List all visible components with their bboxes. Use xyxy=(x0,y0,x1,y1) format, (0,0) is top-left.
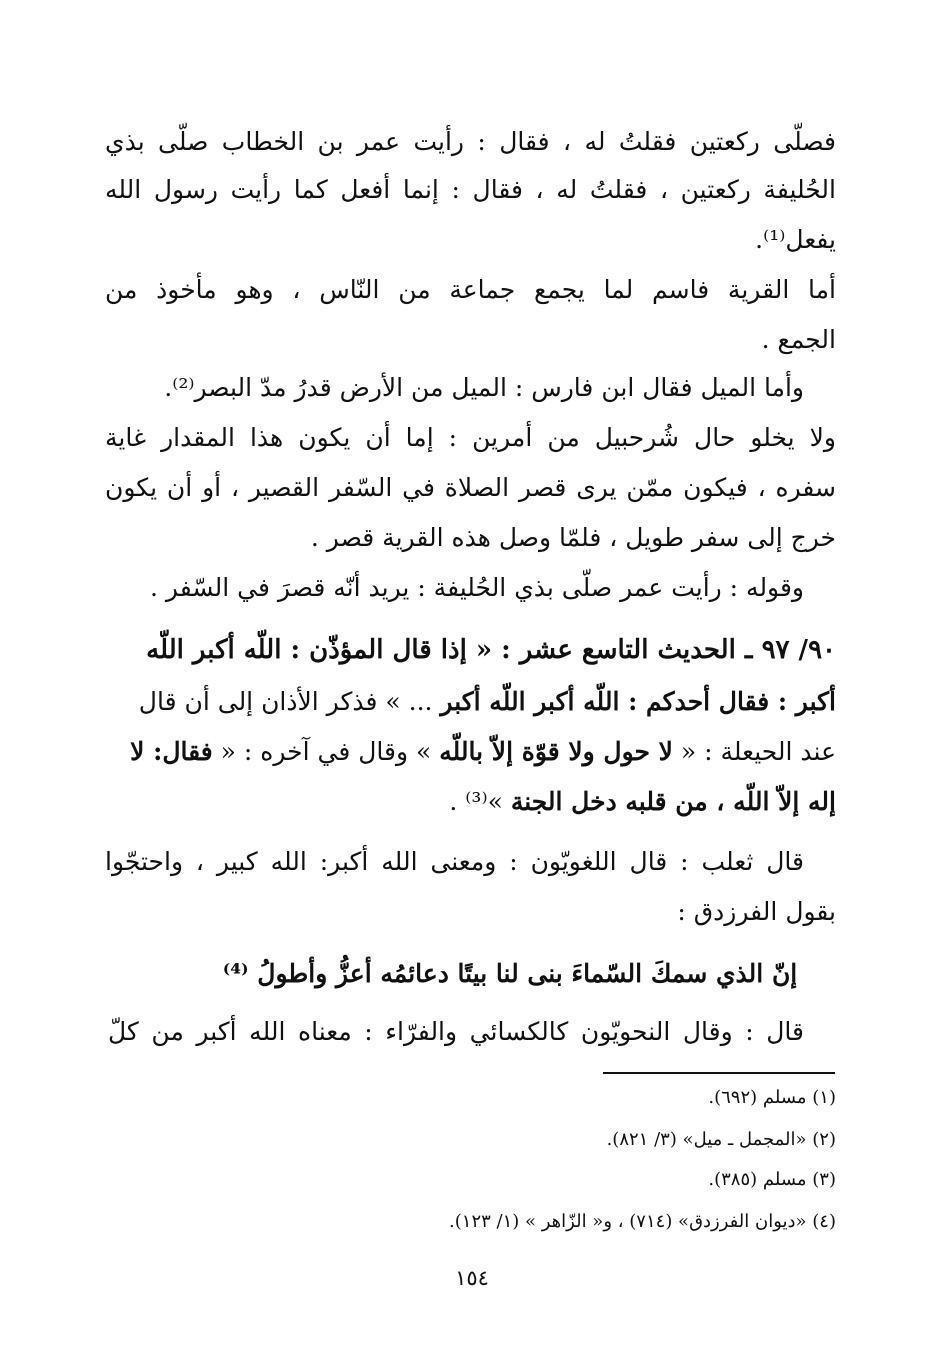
body-last-line: قال : وقال النحويّون كالكسائي والفرّاء : معناه الله أكبر من كلّ xyxy=(108,1017,804,1046)
hadith-mid: » وقال في آخره : « xyxy=(212,737,440,766)
hadith-line-1 xyxy=(105,626,836,674)
hadith-ending-normal: »⁽³⁾ . xyxy=(449,787,511,816)
hadith-line-3 xyxy=(105,728,836,776)
footnote-2: (٢) «المجمل ـ ميل» (٣/ ٨٢١). xyxy=(606,1129,836,1150)
body-line-9: خرج إلى سفر طويل ، فلمّا وصل هذه القرية قصر . xyxy=(310,523,836,552)
commentary-line-2: بقول الفرزدق : xyxy=(677,897,836,926)
hadith-faqala: فقال: لا xyxy=(130,737,213,766)
hadith-text-normal: ... » فذكر الأذان إلى أن قال xyxy=(138,687,441,716)
body-line-5: الجمع . xyxy=(761,325,836,354)
commentary-line-1: قال ثعلب : قال اللغويّون : ومعنى الله أكبر: الله كبير ، واحتجّوا xyxy=(105,847,804,876)
poetry-verse: إنّ الذي سمكَ السّماءَ بنى لنا بيتًا دعائمُه أعزُّ وأطولُ ⁽⁴⁾ xyxy=(222,959,798,988)
body-line-8: سفره ، فيكون ممّن يرى قصر الصلاة في السّفر القصير ، أو أن يكون xyxy=(105,473,836,502)
body-line-10: وقوله : رأيت عمر صلّى بذي الحُليفة : يريد أنّه قصرَ في السّفر . xyxy=(150,573,804,602)
hadith-ending-bold: إله إلاّ اللّه ، من قلبه دخل الجنة xyxy=(510,787,836,816)
hadith-heading: ٩٠/ ٩٧ ـ الحديث التاسع عشر : « إذا قال المؤذّن : اللّه أكبر اللّه xyxy=(146,635,836,665)
body-line-4: أما القرية فاسم لما يجمع جماعة من النّاس ، وهو مأخوذ من xyxy=(105,275,836,304)
page-number: ١٥٤ xyxy=(455,1266,489,1290)
body-line-6: وأما الميل فقال ابن فارس : الميل من الأرض قدرُ مدّ البصر⁽²⁾. xyxy=(164,373,804,402)
footnote-4: (٤) «ديوان الفرزدق» (٧١٤) ، و« الزّاهر » (١/ ١٢٣). xyxy=(449,1211,836,1232)
footnote-3: (٣) مسلم (٣٨٥). xyxy=(708,1169,836,1190)
hadith-line-2 xyxy=(105,678,836,726)
footnote-1: (١) مسلم (٦٩٢). xyxy=(708,1087,836,1108)
hadith-hawqala: لا حول ولا قوّة إلاّ باللّه xyxy=(439,737,673,766)
body-line-1: فصلّى ركعتين فقلتُ له ، فقال : رأيت عمر بن الخطاب صلّى بذي xyxy=(105,127,836,156)
hadith-text-bold: أكبر : فقال أحدكم : اللّه أكبر اللّه أكبر xyxy=(440,687,836,716)
footnote-separator xyxy=(603,1072,835,1074)
hadith-line-4 xyxy=(105,778,836,826)
body-line-2: الحُليفة ركعتين ، فقلتُ له ، فقال : إنما أفعل كما رأيت رسول الله xyxy=(105,175,836,204)
body-line-7: ولا يخلو حال شُرحبيل من أمرين : إما أن يكون هذا المقدار غاية xyxy=(105,423,836,452)
hadith-pre: عند الحيعلة : « xyxy=(672,737,836,766)
body-line-3: يفعل⁽¹⁾. xyxy=(755,225,836,254)
